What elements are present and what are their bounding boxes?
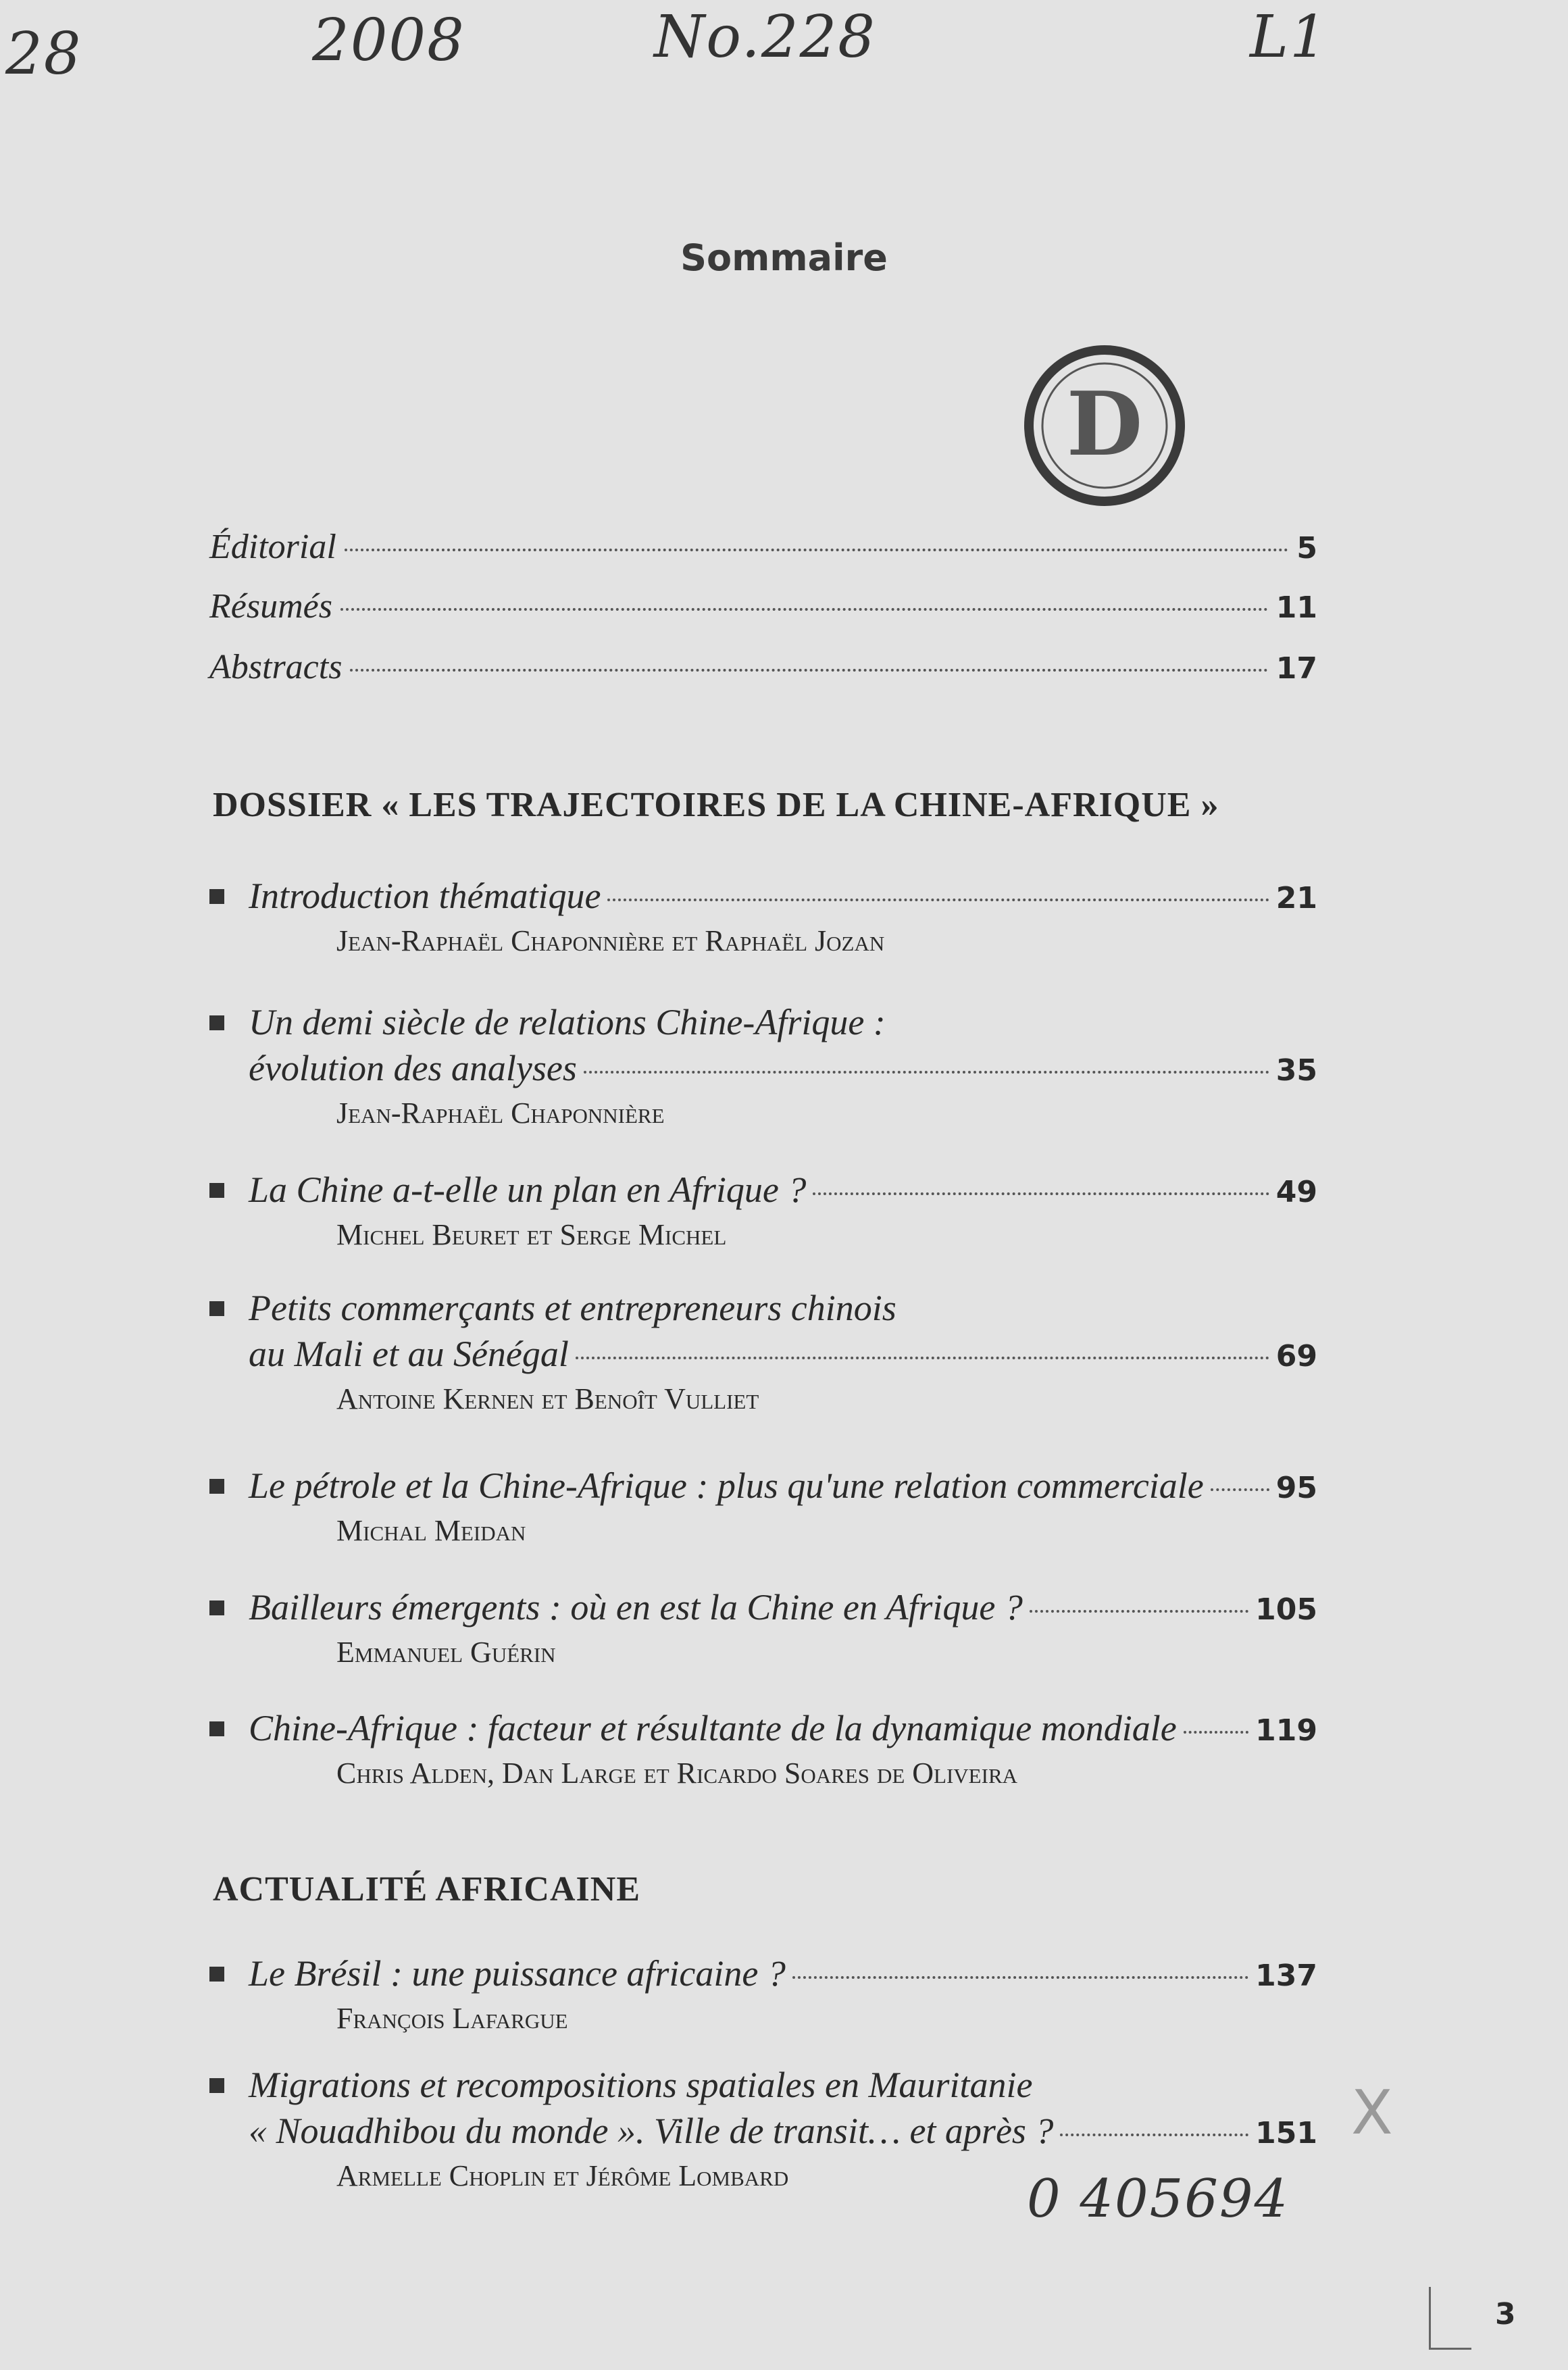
- toc-page-number: 11: [1275, 590, 1317, 625]
- bullet-icon: [209, 1967, 224, 1982]
- dot-leader: [607, 899, 1269, 901]
- toc-item[interactable]: [209, 1952, 1317, 2036]
- page-number: 3: [1495, 2297, 1516, 2331]
- toc-page-number: 119: [1255, 1713, 1317, 1748]
- toc-page-number: 137: [1255, 1959, 1317, 1993]
- dot-leader: [1060, 2134, 1248, 2136]
- bullet-icon: [209, 1600, 224, 1615]
- article-authors: Jean-Raphaël Chaponnière et Raphaël Jozan: [336, 924, 885, 957]
- toc-page-number: 69: [1275, 1339, 1317, 1373]
- dot-leader: [1211, 1488, 1269, 1491]
- handwritten-issue: No.228: [654, 3, 876, 71]
- bullet-icon: [209, 1721, 224, 1736]
- handwritten-year: 2008: [312, 7, 465, 74]
- page-title: Sommaire: [680, 236, 888, 279]
- dot-leader: [576, 1357, 1269, 1359]
- article-authors: Jean-Raphaël Chaponnière: [336, 1096, 665, 1130]
- bullet-icon: [209, 889, 224, 904]
- article-authors: François Lafargue: [336, 2002, 568, 2035]
- handwritten-number: 28: [5, 20, 82, 88]
- article-authors: Antoine Kernen et Benoît Vulliet: [336, 1382, 759, 1415]
- handwritten-shelf-mark: L1: [1250, 3, 1328, 71]
- crop-mark: [1429, 2287, 1471, 2350]
- toc-item[interactable]: [209, 2064, 1317, 2193]
- bullet-icon: [209, 1015, 224, 1030]
- svg-text:D: D: [1066, 372, 1143, 476]
- toc-item[interactable]: [209, 1169, 1317, 1252]
- dot-leader: [340, 608, 1268, 611]
- toc-entry-abstracts[interactable]: [209, 647, 1317, 687]
- margin-x-mark: X: [1351, 2077, 1393, 2148]
- toc-entry-label: Abstracts: [209, 648, 343, 686]
- article-authors: Armelle Choplin et Jérôme Lombard: [336, 2159, 789, 2192]
- toc-page-number: 49: [1275, 1175, 1317, 1209]
- article-title-continued: évolution des analyses: [249, 1048, 577, 1088]
- library-seal-icon: [1020, 341, 1189, 510]
- toc-item[interactable]: [209, 1465, 1317, 1548]
- toc-item[interactable]: [209, 875, 1317, 958]
- toc-entry-editorial[interactable]: [209, 527, 1317, 567]
- toc-page-number: 95: [1275, 1471, 1317, 1505]
- toc-item[interactable]: [209, 1287, 1317, 1416]
- article-authors: Chris Alden, Dan Large et Ricardo Soares de Oliveira: [336, 1757, 1018, 1790]
- article-title: Migrations et recompositions spatiales en Mauritanie: [249, 2065, 1033, 2105]
- toc-page-number: 17: [1275, 651, 1317, 686]
- toc-page-number: 105: [1255, 1592, 1317, 1627]
- article-title: Un demi siècle de relations Chine-Afrique :: [249, 1002, 886, 1042]
- article-title: La Chine a-t-elle un plan en Afrique ?: [249, 1169, 807, 1210]
- article-authors: Michal Meidan: [336, 1514, 526, 1547]
- article-authors: Emmanuel Guérin: [336, 1636, 556, 1669]
- handwritten-inventory: 0 405694: [1027, 2169, 1290, 2229]
- article-title: Le pétrole et la Chine-Afrique : plus qu'une relation commerciale: [249, 1465, 1204, 1506]
- article-title-continued: « Nouadhibou du monde ». Ville de transit… et après ?: [249, 2111, 1054, 2151]
- article-title: Petits commerçants et entrepreneurs chinois: [249, 1288, 896, 1328]
- dot-leader: [792, 1976, 1248, 1979]
- dot-leader: [1184, 1731, 1248, 1734]
- bullet-icon: [209, 1183, 224, 1198]
- section-heading-dossier: DOSSIER « LES TRAJECTOIRES DE LA CHINE-AFRIQUE »: [213, 786, 1219, 824]
- toc-item[interactable]: [209, 1586, 1317, 1669]
- toc-page-number: 21: [1275, 881, 1317, 915]
- toc-page-number: 5: [1296, 531, 1317, 565]
- article-title: Introduction thématique: [249, 876, 601, 916]
- toc-entry-label: Éditorial: [209, 528, 336, 566]
- article-title: Chine-Afrique : facteur et résultante de la dynamique mondiale: [249, 1708, 1177, 1748]
- toc-entry-resumes[interactable]: [209, 586, 1317, 626]
- article-title-continued: au Mali et au Sénégal: [249, 1334, 569, 1374]
- dot-leader: [1030, 1610, 1248, 1613]
- dot-leader: [584, 1071, 1269, 1074]
- bullet-icon: [209, 2078, 224, 2093]
- article-authors: Michel Beuret et Serge Michel: [336, 1218, 727, 1251]
- bullet-icon: [209, 1479, 224, 1494]
- toc-page-number: 151: [1255, 2116, 1317, 2150]
- toc-page-number: 35: [1275, 1053, 1317, 1088]
- dot-leader: [813, 1192, 1269, 1195]
- article-title: Le Brésil : une puissance africaine ?: [249, 1953, 786, 1994]
- toc-entry-label: Résumés: [209, 587, 332, 626]
- bullet-icon: [209, 1301, 224, 1316]
- toc-item[interactable]: [209, 1707, 1317, 1790]
- section-heading-actualite: ACTUALITÉ AFRICAINE: [213, 1870, 640, 1909]
- toc-item[interactable]: [209, 1001, 1317, 1130]
- dot-leader: [345, 549, 1289, 551]
- article-title: Bailleurs émergents : où en est la Chine en Afrique ?: [249, 1587, 1023, 1628]
- dot-leader: [350, 669, 1267, 672]
